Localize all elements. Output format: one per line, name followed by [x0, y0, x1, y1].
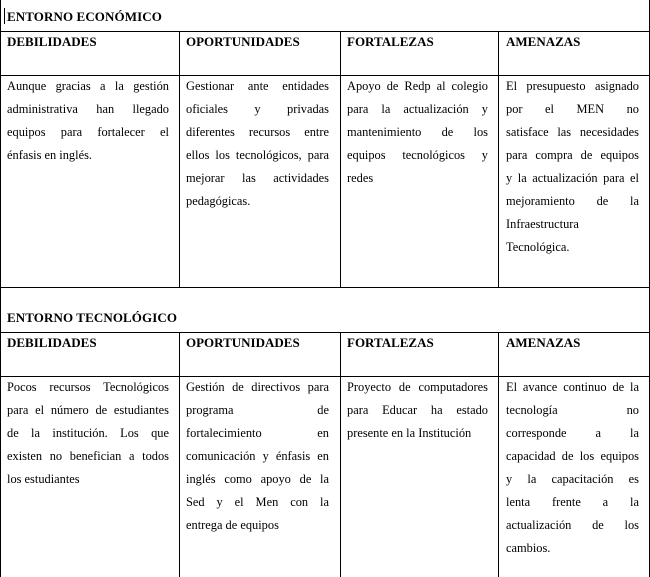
cell-line: Apoyo de Redp al colegio — [347, 79, 488, 93]
table-rule — [0, 332, 650, 333]
cell-line: equipos tecnológicos y — [347, 148, 488, 162]
header-oportunidades: OPORTUNIDADES — [186, 34, 300, 49]
cell-fortalezas — [347, 376, 488, 445]
cell-line: redes — [347, 171, 374, 185]
text-cursor — [4, 8, 5, 24]
column-divider — [340, 332, 341, 577]
cell-line: mejoramiento de la — [506, 194, 639, 208]
cell-line: mejorar las actividades — [186, 171, 329, 185]
section-title-tecnologico: ENTORNO TECNOLÓGICO — [7, 310, 178, 325]
section-title-economico: ENTORNO ECONÓMICO — [7, 9, 162, 24]
cell-line: El presupuesto asignado — [506, 79, 639, 93]
cell-line: corresponde a la — [506, 426, 639, 440]
table-border — [0, 0, 1, 287]
cell-line: satisface las necesidades — [506, 125, 639, 139]
cell-line: para compra de equipos — [506, 148, 639, 162]
cell-line: Tecnológica. — [506, 240, 570, 254]
cell-oportunidades — [186, 376, 329, 537]
cell-line: inglés como apoyo de la — [186, 472, 329, 486]
column-divider — [179, 31, 180, 287]
cell-fortalezas — [347, 75, 488, 190]
cell-line: fortalecimiento en — [186, 426, 329, 440]
cell-line: y la capacitación es — [506, 472, 639, 486]
cell-line: y la actualización para el — [506, 171, 639, 185]
header-oportunidades: OPORTUNIDADES — [186, 335, 300, 350]
cell-debilidades — [7, 75, 169, 167]
table-rule — [0, 31, 650, 32]
header-fortalezas: FORTALEZAS — [347, 34, 434, 49]
cell-line: ellos los tecnológicos, para — [186, 148, 329, 162]
column-divider — [498, 31, 499, 287]
cell-line: comunicación y énfasis en — [186, 449, 329, 463]
column-divider — [498, 332, 499, 577]
cell-line: Pocos recursos Tecnológicos — [7, 380, 169, 394]
table-border — [0, 287, 1, 577]
cell-amenazas — [506, 75, 639, 259]
cell-line: oficiales y privadas — [186, 102, 329, 116]
cell-line: tecnología no — [506, 403, 639, 417]
header-debilidades: DEBILIDADES — [7, 335, 97, 350]
cell-line: Gestionar ante entidades — [186, 79, 329, 93]
cell-line: lenta frente a la — [506, 495, 639, 509]
cell-line: existen no benefician a todos — [7, 449, 169, 463]
header-amenazas: AMENAZAS — [506, 335, 581, 350]
header-fortalezas: FORTALEZAS — [347, 335, 434, 350]
header-debilidades: DEBILIDADES — [7, 34, 97, 49]
cell-line: capacidad de los equipos — [506, 449, 639, 463]
column-divider — [340, 31, 341, 287]
cell-line: énfasis en inglés. — [7, 148, 92, 162]
cell-debilidades — [7, 376, 169, 491]
cell-line: equipos para fortalecer el — [7, 125, 169, 139]
table-rule — [0, 287, 650, 288]
cell-line: actualización de los — [506, 518, 639, 532]
cell-line: mantenimiento de los — [347, 125, 488, 139]
header-amenazas: AMENAZAS — [506, 34, 581, 49]
column-divider — [179, 332, 180, 577]
cell-line: de la institución. Los que — [7, 426, 169, 440]
cell-line: entrega de equipos — [186, 518, 279, 532]
cell-line: Infraestructura — [506, 217, 579, 231]
cell-line: Proyecto de computadores — [347, 380, 488, 394]
cell-line: por el MEN no — [506, 102, 639, 116]
cell-line: programa de — [186, 403, 329, 417]
cell-line: cambios. — [506, 541, 551, 555]
cell-line: diferentes recursos entre — [186, 125, 329, 139]
cell-line: Aunque gracias a la gestión — [7, 79, 169, 93]
cell-line: El avance continuo de la — [506, 380, 639, 394]
cell-line: Gestión de directivos para — [186, 380, 329, 394]
cell-line: presente en la Institución — [347, 426, 472, 440]
cell-line: administrativa han llegado — [7, 102, 169, 116]
cell-line: los estudiantes — [7, 472, 80, 486]
cell-line: para la actualización y — [347, 102, 488, 116]
cell-line: para el número de estudiantes — [7, 403, 169, 417]
cell-line: Sed y el Men con la — [186, 495, 329, 509]
cell-amenazas — [506, 376, 639, 560]
cell-oportunidades — [186, 75, 329, 213]
cell-line: para Educar ha estado — [347, 403, 488, 417]
cell-line: pedagógicas. — [186, 194, 251, 208]
